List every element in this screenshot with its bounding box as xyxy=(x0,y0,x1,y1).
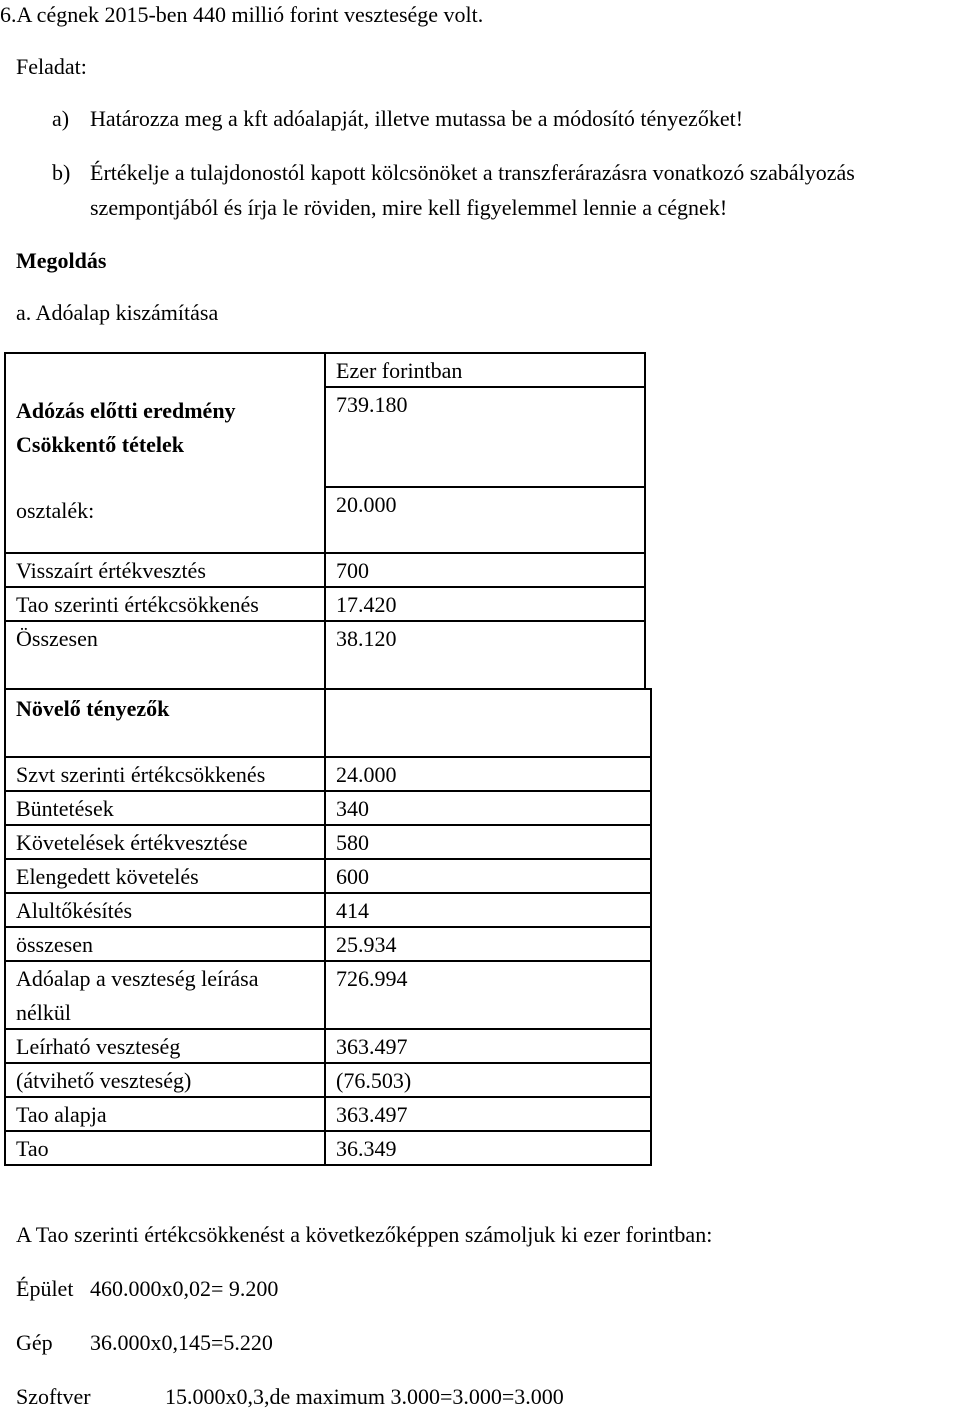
base-no-loss-label-1: Adóalap a veszteség leírása xyxy=(16,966,259,991)
table-row-label: (átvihető veszteség) xyxy=(16,1068,192,1093)
dividend-label: osztalék: xyxy=(16,498,95,523)
table-row-value: 580 xyxy=(336,830,369,855)
reversed-value-cell xyxy=(324,552,646,588)
section-a-title: a. Adóalap kiszámítása xyxy=(16,300,219,325)
task-a-text: Határozza meg a kft adóalapját, illetve mutassa be a módosító tényezőket! xyxy=(90,106,744,131)
calc-expr-machine: 36.000x0,145=5.220 xyxy=(90,1330,273,1355)
table-row-value: 363.497 xyxy=(336,1034,408,1059)
table-row-label: Követelések értékvesztése xyxy=(16,830,248,855)
table-row-value-cell xyxy=(324,824,652,860)
table-row-label-cell xyxy=(4,1028,326,1064)
table-row-value: 36.349 xyxy=(336,1136,397,1161)
base-no-loss-label-cell xyxy=(4,960,326,1030)
table-row-value-cell xyxy=(324,756,652,792)
table-row-label-cell xyxy=(4,824,326,860)
dec-total-value-cell xyxy=(324,620,646,690)
task-b-line1: Értékelje a tulajdonostól kapott kölcsönöket a transzferárazásra vonatkozó szabályozás xyxy=(90,160,855,185)
base-no-loss-value: 726.994 xyxy=(336,966,408,991)
calc-expr-building: 460.000x0,02= 9.200 xyxy=(90,1276,279,1301)
solution-label: Megoldás xyxy=(16,248,107,273)
table-row-label-cell xyxy=(4,1096,326,1132)
table-row-label: összesen xyxy=(16,932,93,957)
calc-intro: A Tao szerinti értékcsökkenést a következőképpen számoljuk ki ezer forintban: xyxy=(16,1222,713,1247)
table-row-value-cell xyxy=(324,926,652,962)
table-row-value: 414 xyxy=(336,898,369,923)
table-row-label-cell xyxy=(4,1130,326,1166)
table-row-value: 600 xyxy=(336,864,369,889)
pre-tax-value-cell xyxy=(324,386,646,488)
calc-expr-software: 15.000x0,3,de maximum 3.000=3.000=3.000 xyxy=(165,1384,564,1409)
dec-total-value: 38.120 xyxy=(336,626,397,651)
increasing-value-cell xyxy=(324,688,652,758)
table-row-value-cell xyxy=(324,1062,652,1098)
tao-depr-value: 17.420 xyxy=(336,592,397,617)
heading: 6.A cégnek 2015-ben 440 millió forint vesztesége volt. xyxy=(0,2,484,27)
tao-depr-label-cell xyxy=(4,586,326,622)
table-row-label: Tao xyxy=(16,1136,49,1161)
table-row-label-cell xyxy=(4,858,326,894)
table-row-value-cell xyxy=(324,892,652,928)
base-no-loss-value-cell xyxy=(324,960,652,1030)
dividend-value: 20.000 xyxy=(336,492,397,517)
table-row-value-cell xyxy=(324,1096,652,1132)
decreasing-label: Csökkentő tételek xyxy=(16,432,185,457)
calc-label-building: Épület xyxy=(16,1276,74,1301)
table-row-label-cell xyxy=(4,1062,326,1098)
table-row-label: Tao alapja xyxy=(16,1102,107,1127)
table-row-value: (76.503) xyxy=(336,1068,412,1093)
dec-total-label-cell xyxy=(4,620,326,690)
tao-depr-label: Tao szerinti értékcsökkenés xyxy=(16,592,259,617)
table-row-label: Szvt szerinti értékcsökkenés xyxy=(16,762,266,787)
table-row-label: Leírható veszteség xyxy=(16,1034,181,1059)
table-row-value-cell xyxy=(324,1130,652,1166)
task-b-marker: b) xyxy=(52,160,71,185)
table-row-value-cell xyxy=(324,1028,652,1064)
increasing-label: Növelő tényezők xyxy=(16,696,170,721)
table-row-value: 24.000 xyxy=(336,762,397,787)
tao-depr-value-cell xyxy=(324,586,646,622)
task-a-marker: a) xyxy=(52,106,70,131)
unit-header-cell xyxy=(324,352,646,388)
table-block-left-1 xyxy=(4,352,326,554)
table-row-label: Büntetések xyxy=(16,796,114,821)
dec-total-label: Összesen xyxy=(16,626,98,651)
pre-tax-value: 739.180 xyxy=(336,392,408,417)
pre-tax-label: Adózás előtti eredmény xyxy=(16,398,236,423)
base-no-loss-label-2: nélkül xyxy=(16,1000,71,1025)
table-row-value: 340 xyxy=(336,796,369,821)
table-row-label-cell xyxy=(4,892,326,928)
table-row-label-cell xyxy=(4,756,326,792)
reversed-label: Visszaírt értékvesztés xyxy=(16,558,206,583)
table-row-value: 25.934 xyxy=(336,932,397,957)
unit-header: Ezer forintban xyxy=(336,358,463,383)
reversed-label-cell xyxy=(4,552,326,588)
reversed-value: 700 xyxy=(336,558,369,583)
increasing-label-cell xyxy=(4,688,326,758)
task-label: Feladat: xyxy=(16,54,87,79)
table-row-label-cell xyxy=(4,790,326,826)
calc-label-software: Szoftver xyxy=(16,1384,91,1409)
table-row-value-cell xyxy=(324,790,652,826)
table-row-value-cell xyxy=(324,858,652,894)
table-row-label: Alultőkésítés xyxy=(16,898,133,923)
table-row-value: 363.497 xyxy=(336,1102,408,1127)
calc-label-machine: Gép xyxy=(16,1330,53,1355)
dividend-value-cell xyxy=(324,486,646,554)
table-row-label: Elengedett követelés xyxy=(16,864,199,889)
table-row-label-cell xyxy=(4,926,326,962)
task-b-line2: szempontjából és írja le röviden, mire kell figyelemmel lennie a cégnek! xyxy=(90,195,728,220)
